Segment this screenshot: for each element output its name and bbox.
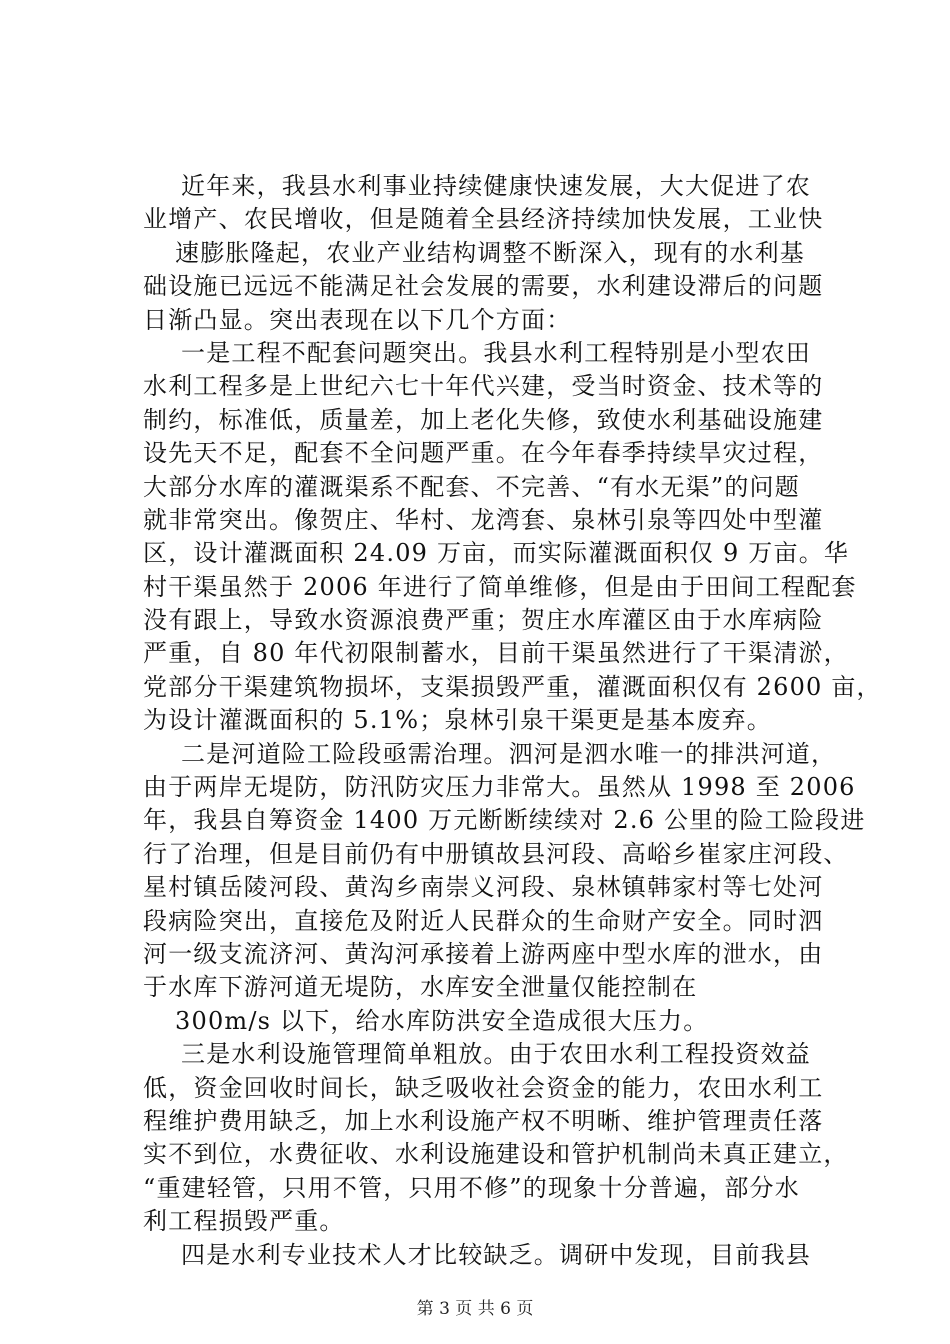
document-body [143, 170, 882, 1272]
text-line: 300m/s 以下，给水库防洪安全造成很大压力。 [175, 1006, 709, 1035]
text-line: 于水库下游河道无堤防，水库安全泄量仅能控制在 [143, 973, 698, 1002]
text-line: 星村镇岳陵河段、黄沟乡南崇义河段、泉林镇韩家村等七处河 [143, 873, 824, 902]
text-line: 日渐凸显。突出表现在以下几个方面： [143, 305, 572, 334]
text-line: 段病险突出，直接危及附近人民群众的生命财产安全。同时泗 [143, 906, 824, 935]
text-line: 利工程损毁严重。 [143, 1207, 345, 1236]
text-line: 速膨胀隆起，农业产业结构调整不断深入，现有的水利基 [175, 238, 805, 267]
text-line: 河一级支流济河、黄沟河承接着上游两座中型水库的泄水，由 [143, 939, 824, 968]
text-line: “重建轻管，只用不管，只用不修”的现象十分普遍，部分水 [143, 1173, 800, 1202]
text-line: 年，我县自筹资金 1400 万元断断续续对 2.6 公里的险工险段进 [143, 806, 866, 835]
text-line: 础设施已远远不能满足社会发展的需要，水利建设滞后的问题 [143, 272, 824, 301]
text-line: 四是水利专业技术人才比较缺乏。调研中发现，目前我县 [181, 1240, 811, 1269]
text-line: 一是工程不配套问题突出。我县水利工程特别是小型农田 [181, 338, 811, 367]
text-line: 低，资金回收时间长，缺乏吸收社会资金的能力，农田水利工 [143, 1073, 824, 1102]
text-line: 大部分水库的灌溉渠系不配套、不完善、“有水无渠”的问题 [143, 472, 800, 501]
text-line: 行了治理，但是目前仍有中册镇故县河段、高峪乡崔家庄河段、 [143, 839, 849, 868]
text-line: 党部分干渠建筑物损坏，支渠损毁严重，灌溉面积仅有 2600 亩， [143, 672, 882, 701]
text-line: 由于两岸无堤防，防汛防灾压力非常大。虽然从 1998 至 2006 [143, 773, 856, 802]
text-line: 三是水利设施管理简单粗放。由于农田水利工程投资效益 [181, 1040, 811, 1069]
text-line: 为设计灌溉面积的 5.1%；泉林引泉干渠更是基本废弃。 [143, 706, 772, 735]
text-line: 设先天不足，配套不全问题严重。在今年春季持续旱灾过程， [143, 439, 824, 468]
text-line: 实不到位，水费征收、水利设施建设和管护机制尚未真正建立， [143, 1140, 849, 1169]
text-line: 程维护费用缺乏，加上水利设施产权不明晰、维护管理责任落 [143, 1106, 824, 1135]
text-line: 制约，标准低，质量差，加上老化失修，致使水利基础设施建 [143, 405, 824, 434]
text-line: 就非常突出。像贺庄、华村、龙湾套、泉林引泉等四处中型灌 [143, 505, 824, 534]
text-line: 近年来，我县水利事业持续健康快速发展，大大促进了农 [181, 172, 811, 200]
text-line: 村干渠虽然于 2006 年进行了简单维修，但是由于田间工程配套 [143, 572, 857, 601]
page-footer: 第 3 页 共 6 页 [416, 1299, 534, 1319]
text-line: 严重，自 80 年代初限制蓄水，目前干渠虽然进行了干渠清淤， [143, 639, 849, 668]
text-line: 二是河道险工险段亟需治理。泗河是泗水唯一的排洪河道， [181, 739, 837, 768]
text-line: 业增产、农民增收，但是随着全县经济持续加快发展，工业快 [143, 205, 824, 234]
text-line: 区，设计灌溉面积 24.09 万亩，而实际灌溉面积仅 9 万亩。华 [143, 539, 850, 568]
text-line: 水利工程多是上世纪六七十年代兴建，受当时资金、技术等的 [143, 372, 824, 401]
text-line: 没有跟上，导致水资源浪费严重；贺庄水库灌区由于水库病险 [143, 606, 824, 635]
